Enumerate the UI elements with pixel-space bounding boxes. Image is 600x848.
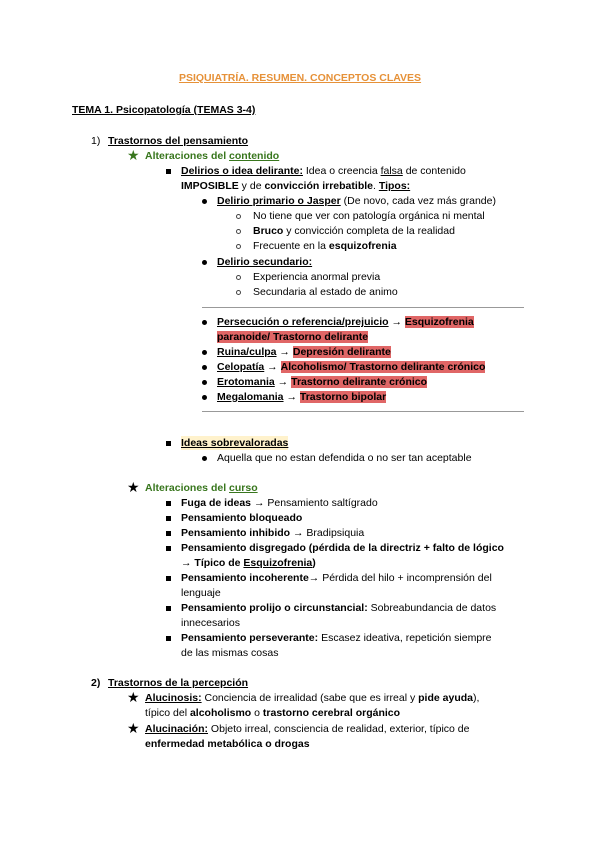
square-bullet-icon	[166, 546, 171, 551]
star-icon: ★	[127, 689, 140, 705]
erotomania-line: Erotomania → Trastorno delirante crónico	[217, 376, 428, 388]
circle-bullet-icon	[236, 244, 241, 249]
square-bullet-icon	[166, 441, 171, 446]
delirios-line-2: IMPOSIBLE y de convicción irrebatible. Tipos:	[181, 180, 411, 192]
perseverante-line: Pensamiento perseverante: Escasez ideativa, repetición siempre	[181, 632, 492, 644]
square-bullet-icon	[166, 169, 171, 174]
disgregado-line: Pensamiento disgregado (pérdida de la directriz + falto de lógico	[181, 542, 504, 554]
tema-heading: TEMA 1. Psicopatología (TEMAS 3-4)	[72, 104, 256, 116]
perseverante-line-2: de las mismas cosas	[181, 647, 279, 659]
dot-bullet-icon	[202, 365, 207, 370]
contenido-heading: Alteraciones del contenido	[145, 150, 280, 162]
ruina-line: Ruina/culpa → Depresión delirante	[217, 346, 391, 358]
megalomania-line: Megalomania → Trastorno bipolar	[217, 391, 387, 403]
disgregado-line-2: → Típico de Esquizofrenia)	[181, 557, 316, 569]
square-bullet-icon	[166, 606, 171, 611]
primario-item-a: No tiene que ver con patología orgánica ni mental	[253, 210, 485, 222]
square-bullet-icon	[166, 516, 171, 521]
divider	[202, 307, 524, 308]
dot-bullet-icon	[202, 320, 207, 325]
curso-heading: Alteraciones del curso	[145, 482, 258, 494]
secundario-heading: Delirio secundario:	[217, 256, 313, 268]
square-bullet-icon	[166, 576, 171, 581]
circle-bullet-icon	[236, 290, 241, 295]
alucinosis-line: Alucinosis: Conciencia de irrealidad (sabe que es irreal y pide ayuda),	[145, 692, 480, 704]
bloqueado-line: Pensamiento bloqueado	[181, 512, 303, 524]
fuga-line: Fuga de ideas → Pensamiento saltígrado	[181, 497, 378, 509]
alucinacion-line: Alucinación: Objeto irreal, consciencia de realidad, exterior, típico de	[145, 723, 470, 735]
incoherente-line: Pensamiento incoherente→ Pérdida del hilo + incomprensión del	[181, 572, 492, 584]
square-bullet-icon	[166, 636, 171, 641]
ideas-item: Aquella que no estan defendida o no ser tan aceptable	[217, 452, 472, 464]
secundario-item-a: Experiencia anormal previa	[253, 271, 381, 283]
primario-item-c: Frecuente en la esquizofrenia	[253, 240, 397, 252]
circle-bullet-icon	[236, 214, 241, 219]
primario-line: Delirio primario o Jasper (De novo, cada vez más grande)	[217, 195, 496, 207]
alucinacion-line-2: enfermedad metabólica o drogas	[145, 738, 310, 750]
star-icon: ★	[127, 479, 140, 495]
square-bullet-icon	[166, 501, 171, 506]
persecucion-line: Persecución o referencia/prejuicio → Esquizofrenia	[217, 316, 474, 328]
square-bullet-icon	[166, 531, 171, 536]
section-1-number: 1)	[91, 135, 101, 147]
circle-bullet-icon	[236, 229, 241, 234]
prolijo-line-2: innecesarios	[181, 617, 240, 629]
dot-bullet-icon	[202, 260, 207, 265]
dot-bullet-icon	[202, 456, 207, 461]
dot-bullet-icon	[202, 350, 207, 355]
star-icon: ★	[127, 720, 140, 736]
ideas-heading: Ideas sobrevaloradas	[181, 437, 289, 449]
section-2-heading: Trastornos de la percepción	[108, 677, 249, 689]
dot-bullet-icon	[202, 199, 207, 204]
section-2-number: 2)	[91, 677, 101, 689]
prolijo-line: Pensamiento prolijo o circunstancial: Sobreabundancia de datos	[181, 602, 497, 614]
divider	[202, 411, 524, 412]
persecucion-line-2: paranoide/ Trastorno delirante	[217, 331, 369, 343]
incoherente-line-2: lenguaje	[181, 587, 221, 599]
section-1-heading: Trastornos del pensamiento	[108, 135, 249, 147]
page-title: PSIQUIATRÍA. RESUMEN. CONCEPTOS CLAVES	[178, 72, 422, 84]
alucinosis-line-2: típico del alcoholismo o trastorno cerebral orgánico	[145, 707, 401, 719]
dot-bullet-icon	[202, 395, 207, 400]
dot-bullet-icon	[202, 380, 207, 385]
circle-bullet-icon	[236, 275, 241, 280]
star-icon: ★	[127, 147, 140, 163]
celopatia-line: Celopatía → Alcoholismo/ Trastorno delirante crónico	[217, 361, 486, 373]
primario-item-b: Bruco y convicción completa de la realidad	[253, 225, 455, 237]
secundario-item-b: Secundaria al estado de animo	[253, 286, 398, 298]
delirios-line: Delirios o idea delirante: Idea o creencia falsa de contenido	[181, 165, 466, 177]
inhibido-line: Pensamiento inhibido → Bradipsiquia	[181, 527, 365, 539]
